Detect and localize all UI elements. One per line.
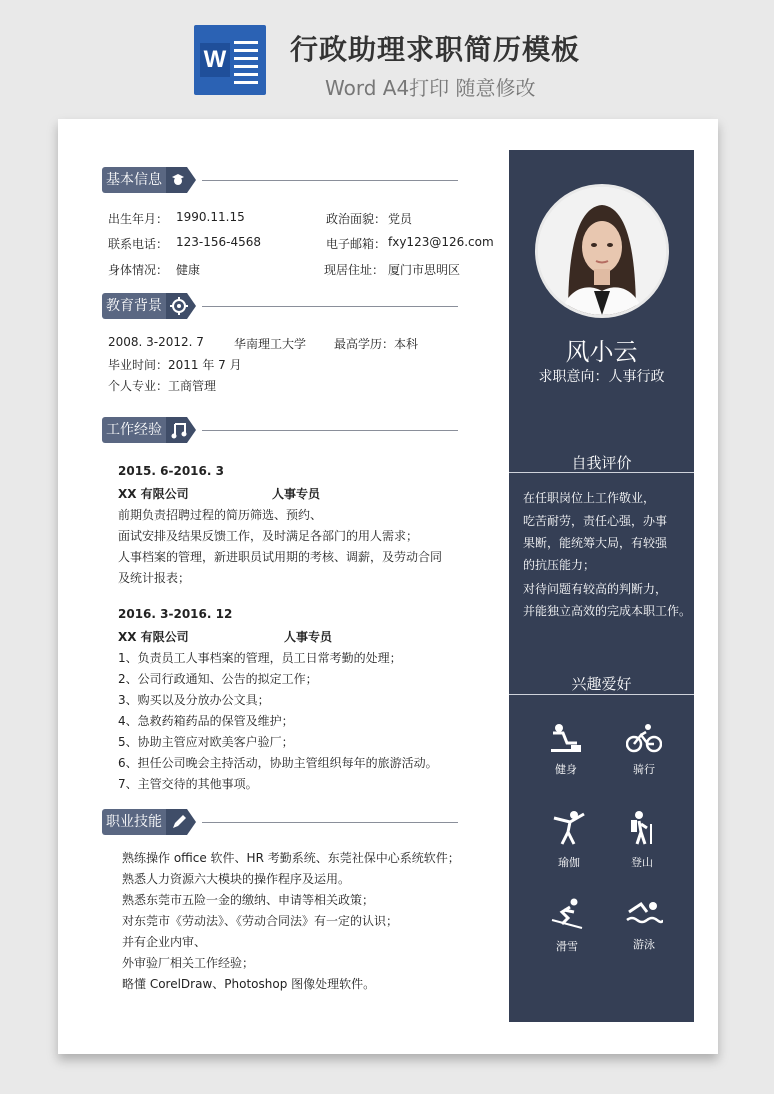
skiing-icon [550,898,584,930]
section-header-education [102,293,458,319]
hobby-skiing [537,898,597,954]
hobby-label: 登山 [631,856,653,869]
self-eval-title: 自我评价 [571,454,632,472]
health-value: 健康 [176,263,201,277]
section-header-skills [102,809,458,835]
edu-period: 2008. 3-2012. 7 [108,335,204,349]
work-2-line: 4、急救药箱药品的保管及维护； [118,714,294,728]
work-1-position: 人事专员 [272,487,321,501]
section-title-skills: 职业技能 [102,809,166,835]
hobby-label: 游泳 [633,938,655,951]
self-eval-line: 果断，能统筹大局，有较强 [523,536,668,550]
section-header-work [102,417,458,443]
edu-degree: 最高学历：本科 [334,337,419,351]
cycling-icon [626,723,662,753]
work-1-line: 人事档案的管理，新进职员试用期的考核、调薪，及劳动合同 [118,550,443,564]
skill-line: 熟悉人力资源六大模块的操作程序及运用。 [122,872,351,886]
work-2-line: 6、担任公司晚会主持活动，协助主管组织每年的旅游活动。 [118,756,438,770]
header [0,0,774,110]
hobby-label: 瑜伽 [558,856,580,869]
skill-line: 略懂 CorelDraw、Photoshop 图像处理软件。 [122,977,376,991]
swimming-icon [625,898,663,928]
skill-line: 并有企业内审、 [122,935,207,949]
job-objective: 求职意向：人事行政 [538,369,665,385]
email-label: 电子邮箱： [326,237,387,251]
address-value: 厦门市思明区 [388,263,461,277]
self-eval-line: 吃苦耐劳，责任心强，办事 [523,514,668,528]
hobby-cycling [614,723,674,777]
word-logo-icon [194,25,266,95]
edu-school: 华南理工大学 [234,337,307,351]
work-2-line: 5、协助主管应对欧美客户验厂； [118,735,294,749]
phone-value: 123-156-4568 [176,235,262,249]
hobby-fitness [536,723,596,777]
self-eval-line: 在任职岗位上工作敬业， [523,491,656,505]
email-value: fxy123@126.com [388,235,494,249]
work-2-line: 3、购买以及分放办公文具； [118,693,270,707]
work-1-line: 及统计报表； [118,571,191,585]
page-title: 行政助理求职简历模板 [290,33,581,66]
work-1-line: 前期负责招聘过程的简历筛选、预约、 [118,508,323,522]
work-2-company: XX 有限公司 [118,630,189,644]
pen-icon [166,809,196,835]
edu-major: 个人专业：工商管理 [108,379,217,393]
hobby-label: 滑雪 [556,940,578,953]
graduate-icon [166,167,196,193]
hobby-hiking [612,810,672,870]
hobby-label: 健身 [555,763,577,776]
hobby-label: 骑行 [633,763,655,776]
hiking-icon [627,810,657,846]
self-eval-line: 对待问题有较高的判断力， [523,582,668,596]
skill-line: 对东莞市《劳动法》、《劳动合同法》有一定的认识； [122,914,399,928]
hobby-swimming [614,898,674,952]
skill-line: 熟悉东莞市五险一金的缴纳、申请等相关政策； [122,893,375,907]
politics-value: 党员 [388,212,413,226]
yoga-icon [552,810,586,846]
work-2-line: 7、主管交待的其他事项。 [118,777,258,791]
phone-label: 联系电话： [108,237,169,251]
work-1-line: 面试安排及结果反馈工作，及时满足各部门的用人需求； [118,529,419,543]
work-2-line: 1、负责员工人事档案的管理，员工日常考勤的处理； [118,651,402,665]
politics-label: 政治面貌： [326,212,387,226]
sidebar [509,150,694,1022]
music-note-icon [166,417,196,443]
birth-value: 1990.11.15 [176,210,245,224]
resume-page [58,119,718,1054]
section-title-education: 教育背景 [102,293,166,319]
work-2-period: 2016. 3-2016. 12 [118,607,233,621]
section-header-basic [102,167,458,193]
self-eval-line: 并能独立高效的完成本职工作。 [523,604,692,618]
candidate-name: 风小云 [565,338,638,366]
fitness-icon [549,723,583,753]
hobby-yoga [539,810,599,870]
skill-line: 外审验厂相关工作经验； [122,956,255,970]
section-title-basic: 基本信息 [102,167,166,193]
work-1-period: 2015. 6-2016. 3 [118,464,224,478]
health-label: 身体情况： [108,263,169,277]
address-label: 现居住址： [324,263,385,277]
work-1-company: XX 有限公司 [118,487,189,501]
birth-label: 出生年月： [108,212,169,226]
edu-graduation: 毕业时间：2011 年 7 月 [108,358,242,372]
work-2-line: 2、公司行政通知、公告的拟定工作； [118,672,318,686]
word-logo-letter: W [200,43,230,77]
work-2-position: 人事专员 [284,630,333,644]
hobby-title: 兴趣爱好 [571,675,632,693]
target-icon [166,293,196,319]
page-subtitle: Word A4打印 随意修改 [325,76,536,100]
skill-line: 熟练操作 office 软件、HR 考勤系统、东莞社保中心系统软件； [122,851,460,865]
avatar [538,187,666,315]
section-title-work: 工作经验 [102,417,166,443]
self-eval-line: 的抗压能力； [523,558,596,572]
